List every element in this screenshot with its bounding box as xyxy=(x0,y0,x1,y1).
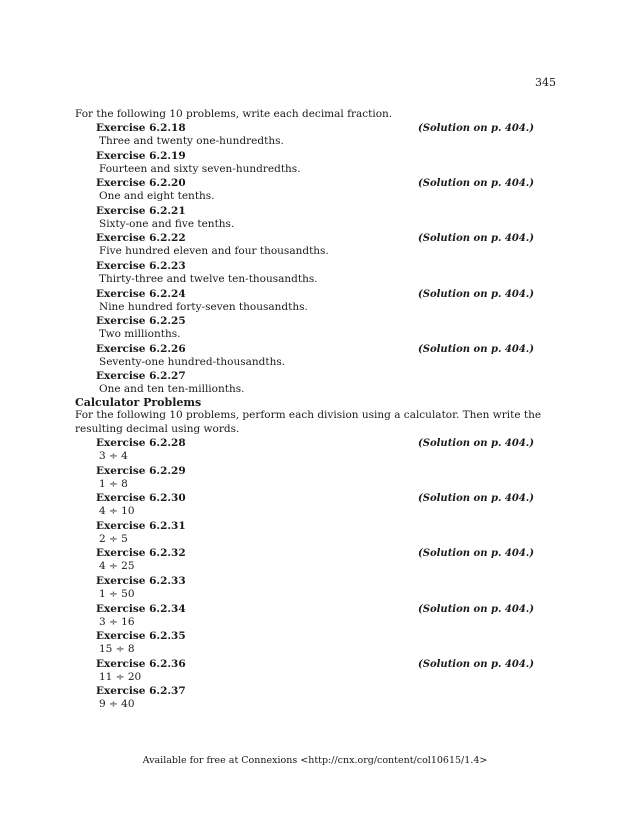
exercise-text: 9 ÷ 40 xyxy=(99,698,135,711)
exercise-list-calculator xyxy=(96,437,536,713)
exercise-title: Exercise 6.2.35 xyxy=(96,630,186,643)
exercise-text: Seventy-one hundred-thousandths. xyxy=(99,355,286,368)
exercise-title: Exercise 6.2.37 xyxy=(96,685,186,698)
exercise-title: Exercise 6.2.20 xyxy=(96,177,186,190)
exercise-text: 11 ÷ 20 xyxy=(99,670,142,683)
exercise-text: Two millionths. xyxy=(99,328,181,341)
exercise-text: 1 ÷ 8 xyxy=(99,477,128,490)
exercise-text: 3 ÷ 4 xyxy=(99,450,128,462)
exercise-6-2-23 xyxy=(96,260,536,288)
exercise-title: Exercise 6.2.34 xyxy=(96,602,186,615)
section-intro-text: For the following 10 problems, perform each division using a calculator. Then write the resulting decimal using words. xyxy=(75,409,542,435)
solution-link[interactable] xyxy=(534,315,536,328)
section-title: Calculator Problems xyxy=(75,396,202,409)
exercise-list-decimal-fractions xyxy=(96,122,536,398)
solution-link[interactable]: (Solution on p. 404.) xyxy=(418,343,534,355)
exercise-text: 15 ÷ 8 xyxy=(99,643,135,656)
exercise-title: Exercise 6.2.19 xyxy=(96,149,186,162)
solution-link[interactable]: (Solution on p. 404.) xyxy=(418,658,534,670)
exercise-6-2-24 xyxy=(96,288,536,316)
exercise-6-2-22 xyxy=(96,232,536,260)
exercise-title: Exercise 6.2.33 xyxy=(96,574,186,587)
exercise-text: Nine hundred forty-seven thousandths. xyxy=(99,300,308,313)
exercise-text: 2 ÷ 5 xyxy=(99,532,128,545)
solution-link[interactable]: (Solution on p. 404.) xyxy=(418,493,534,505)
exercise-text: Three and twenty one-hundredths. xyxy=(99,135,284,147)
exercise-text: Thirty-three and twelve ten-thousandths. xyxy=(99,272,318,285)
exercise-6-2-36 xyxy=(96,658,536,686)
exercise-6-2-37 xyxy=(96,685,536,713)
exercise-title: Exercise 6.2.31 xyxy=(96,519,186,532)
exercise-6-2-31 xyxy=(96,520,536,548)
exercise-title: Exercise 6.2.30 xyxy=(96,492,186,505)
solution-link[interactable] xyxy=(534,205,536,218)
exercise-text: One and ten ten-millionths. xyxy=(99,383,245,396)
exercise-6-2-29 xyxy=(96,465,536,493)
solution-link[interactable] xyxy=(534,520,536,533)
exercise-text: One and eight tenths. xyxy=(99,190,215,203)
exercise-6-2-28 xyxy=(96,437,536,465)
exercise-6-2-21 xyxy=(96,205,536,233)
solution-link[interactable] xyxy=(534,370,536,383)
exercise-title: Exercise 6.2.32 xyxy=(96,547,186,560)
exercise-title: Exercise 6.2.36 xyxy=(96,657,186,670)
exercise-text: Fourteen and sixty seven-hundredths. xyxy=(99,162,301,175)
exercise-title: Exercise 6.2.28 xyxy=(96,437,186,449)
exercise-6-2-32 xyxy=(96,547,536,575)
solution-link[interactable] xyxy=(534,260,536,273)
solution-link[interactable] xyxy=(534,630,536,643)
exercise-6-2-34 xyxy=(96,603,536,631)
exercise-6-2-35 xyxy=(96,630,536,658)
solution-link[interactable] xyxy=(534,150,536,163)
exercise-text: 1 ÷ 50 xyxy=(99,587,135,600)
exercise-6-2-19 xyxy=(96,150,536,178)
exercise-text: Five hundred eleven and four thousandths. xyxy=(99,245,329,258)
exercise-title: Exercise 6.2.18 xyxy=(96,122,186,134)
exercise-title: Exercise 6.2.22 xyxy=(96,232,186,245)
solution-link[interactable] xyxy=(534,575,536,588)
exercise-6-2-26 xyxy=(96,343,536,371)
exercise-6-2-33 xyxy=(96,575,536,603)
exercise-text: 3 ÷ 16 xyxy=(99,615,135,628)
exercise-title: Exercise 6.2.26 xyxy=(96,342,186,355)
exercise-title: Exercise 6.2.29 xyxy=(96,464,186,477)
exercise-title: Exercise 6.2.27 xyxy=(96,370,186,383)
exercise-text: Sixty-one and five tenths. xyxy=(99,217,235,230)
exercise-text: 4 ÷ 25 xyxy=(99,560,135,573)
exercise-6-2-18 xyxy=(96,122,536,150)
exercise-6-2-30 xyxy=(96,492,536,520)
solution-link[interactable]: (Solution on p. 404.) xyxy=(418,123,534,134)
solution-link[interactable] xyxy=(534,465,536,478)
solution-link[interactable]: (Solution on p. 404.) xyxy=(418,288,534,300)
solution-link[interactable]: (Solution on p. 404.) xyxy=(418,178,534,190)
solution-link[interactable]: (Solution on p. 404.) xyxy=(418,438,534,449)
solution-link[interactable]: (Solution on p. 404.) xyxy=(418,603,534,615)
exercise-title: Exercise 6.2.23 xyxy=(96,259,186,272)
exercise-text: 4 ÷ 10 xyxy=(99,505,135,518)
solution-link[interactable]: (Solution on p. 404.) xyxy=(418,233,534,245)
page-number: 345 xyxy=(535,76,556,89)
page-footer: Available for free at Connexions <http://cnx.org/content/col10615/1.4> xyxy=(142,755,488,766)
intro-text: For the following 10 problems, write each decimal fraction. xyxy=(75,108,393,120)
exercise-title: Exercise 6.2.25 xyxy=(96,315,186,328)
exercise-title: Exercise 6.2.24 xyxy=(96,287,186,300)
exercise-6-2-27 xyxy=(96,370,536,398)
solution-link[interactable]: (Solution on p. 404.) xyxy=(418,548,534,560)
exercise-6-2-25 xyxy=(96,315,536,343)
exercise-title: Exercise 6.2.21 xyxy=(96,204,186,217)
exercise-6-2-20 xyxy=(96,177,536,205)
solution-link[interactable] xyxy=(534,685,536,698)
